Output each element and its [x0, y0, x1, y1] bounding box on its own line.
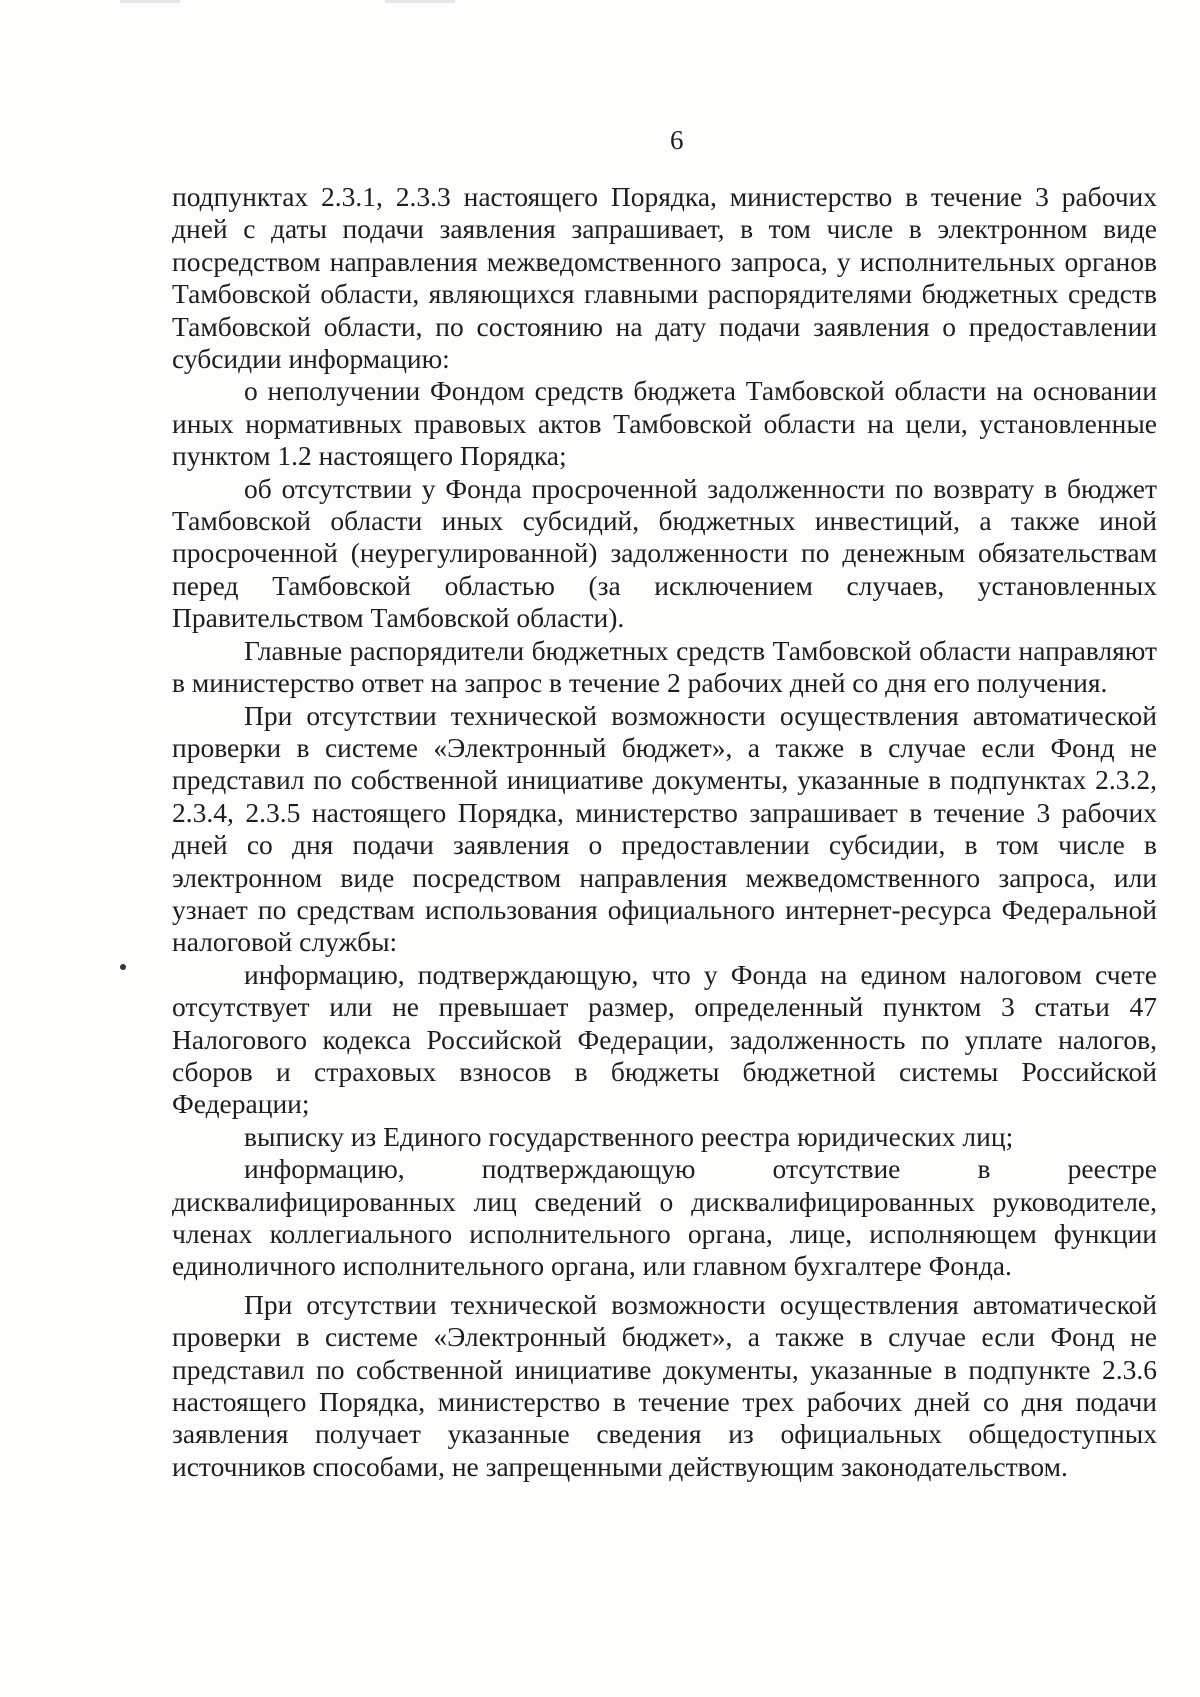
- paragraph: При отсутствии технической возможности осуществления автоматической проверки в системе «Электронный бюджет», а также в случае если Фонд не представил по собственной инициативе документы, указанные в подпункте 2.3.6 настоящего Порядка, министерство в течение трех рабочих дней со дня подачи заявления получает указанные сведения из официальных общедоступных источников способами, не запрещенными действующим законодательством.: [172, 1288, 1157, 1482]
- paragraph: о неполучении Фондом средств бюджета Тамбовской области на основании иных нормативных правовых актов Тамбовской области на цели, установленные пунктом 1.2 настоящего Порядка;: [172, 375, 1157, 472]
- page-number: 6: [670, 125, 684, 155]
- scan-artifact: [120, 0, 180, 3]
- paragraph: При отсутствии технической возможности осуществления автоматической проверки в системе «Электронный бюджет», а также в случае если Фонд не представил по собственной инициативе документы, указанные в подпунктах 2.3.2, 2.3.4, 2.3.5 настоящего Порядка, министерство запрашивает в течение 3 рабочих дней со дня подачи заявления о предоставлении субсидии, в том числе в электронном виде посредством направления межведомственного запроса, или узнает по средствам использования официального интернет-ресурса Федеральной налоговой службы:: [172, 699, 1157, 958]
- paragraph: информацию, подтверждающую отсутствие в реестре дисквалифицированных лиц сведений о дисквалифицированных руководителе, членах коллегиального исполнительного органа, лице, исполняющем функции единоличного исполнительного органа, или главном бухгалтере Фонда.: [172, 1153, 1157, 1282]
- document-body: [172, 181, 1157, 1483]
- paragraph: Главные распорядители бюджетных средств Тамбовской области направляют в министерство ответ на запрос в течение 2 рабочих дней со дня его получения.: [172, 634, 1157, 699]
- paragraph: информацию, подтверждающую, что у Фонда на едином налоговом счете отсутствует или не превышает размер, определенный пунктом 3 статьи 47 Налогового кодекса Российской Федерации, задолженность по уплате налогов, сборов и страховых взносов в бюджеты бюджетной системы Российской Федерации;: [172, 958, 1157, 1120]
- paragraph: об отсутствии у Фонда просроченной задолженности по возврату в бюджет Тамбовской области иных субсидий, бюджетных инвестиций, а также иной просроченной (неурегулированной) задолженности по денежным обязательствам перед Тамбовской областью (за исключением случаев, установленных Правительством Тамбовской области).: [172, 472, 1157, 634]
- paragraph: выписку из Единого государственного реестра юридических лиц;: [244, 1120, 1014, 1152]
- margin-mark: [120, 964, 126, 970]
- scan-artifact: [385, 0, 455, 3]
- paragraph: подпунктах 2.3.1, 2.3.3 настоящего Порядка, министерство в течение 3 рабочих дней с даты подачи заявления запрашивает, в том числе в электронном виде посредством направления межведомственного запроса, у исполнительных органов Тамбовской области, являющихся главными распорядителями бюджетных средств Тамбовской области, по состоянию на дату подачи заявления о предоставлении субсидии информацию:: [172, 181, 1157, 375]
